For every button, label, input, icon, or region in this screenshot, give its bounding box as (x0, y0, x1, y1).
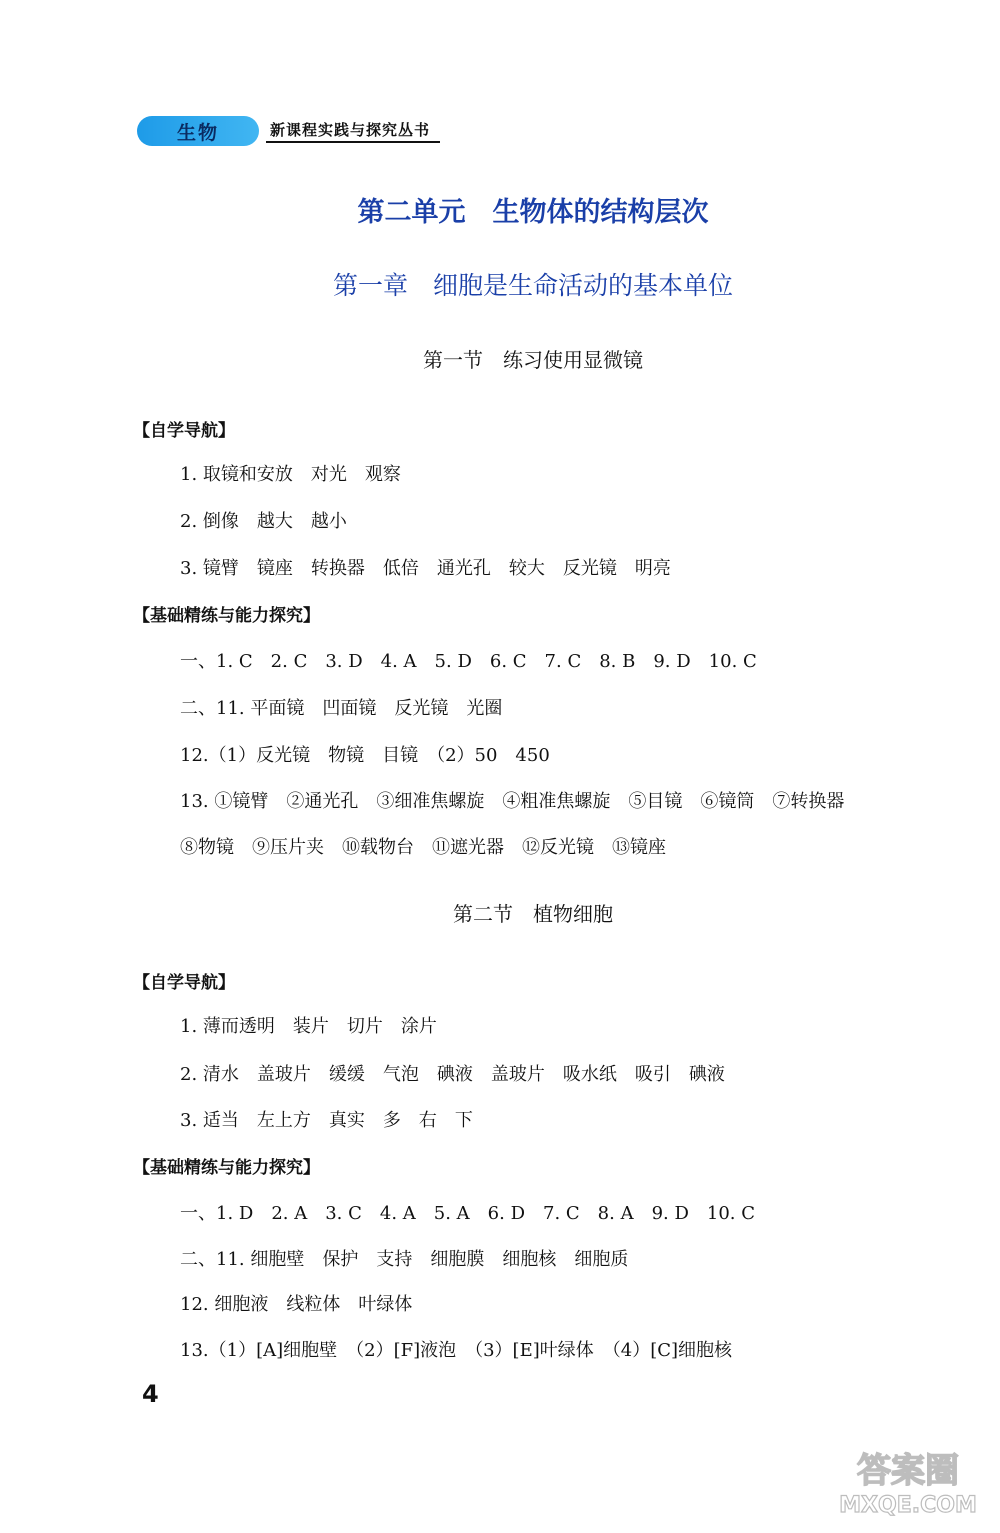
series-underline (266, 141, 440, 143)
self-study-label-1: 【自学导航】 (133, 421, 235, 441)
subject-badge (137, 116, 259, 146)
answer-line: 一、1. C 2. C 3. D 4. A 5. D 6. C 7. C 8. B 9. D 10. C (180, 651, 757, 672)
series-title: 新课程实践与探究丛书 (270, 121, 431, 139)
answer-line: ⑧物镜 ⑨压片夹 ⑩载物台 ⑪遮光器 ⑫反光镜 ⑬镜座 (180, 837, 666, 858)
answer-line: 二、11. 平面镜 凹面镜 反光镜 光圈 (180, 698, 503, 719)
practice-label-1: 【基础精练与能力探究】 (133, 606, 320, 626)
answer-line: 一、1. D 2. A 3. C 4. A 5. A 6. D 7. C 8. A 9. D 10. C (180, 1203, 756, 1224)
section-title-1: 第一节 练习使用显微镜 (423, 348, 643, 372)
answer-line: 1. 薄而透明 装片 切片 涂片 (180, 1016, 437, 1037)
page-number: 4 (142, 1380, 159, 1408)
subject-label: 生物 (176, 121, 219, 144)
answer-line: 13.（1）[A]细胞壁 （2）[F]液泡 （3）[E]叶绿体 （4）[C]细胞核 (180, 1340, 733, 1361)
watermark-text-1: 答案圈 (857, 1451, 959, 1491)
answer-line: 1. 取镜和安放 对光 观察 (180, 464, 401, 485)
answer-line: 二、11. 细胞壁 保护 支持 细胞膜 细胞核 细胞质 (180, 1249, 629, 1270)
answer-line: 13. ①镜臂 ②通光孔 ③细准焦螺旋 ④粗准焦螺旋 ⑤目镜 ⑥镜筒 ⑦转换器 (180, 791, 845, 812)
answer-line: 3. 镜臂 镜座 转换器 低倍 通光孔 较大 反光镜 明亮 (180, 558, 671, 579)
watermark-logo (828, 1440, 988, 1520)
practice-label-2: 【基础精练与能力探究】 (133, 1158, 320, 1178)
unit-title: 第二单元 生物体的结构层次 (357, 197, 709, 228)
answer-line: 2. 倒像 越大 越小 (180, 511, 347, 532)
answer-line: 12.（1）反光镜 物镜 目镜 （2）50 450 (180, 745, 550, 766)
section-title-2: 第二节 植物细胞 (453, 902, 613, 926)
self-study-label-2: 【自学导航】 (133, 973, 235, 993)
answer-line: 12. 细胞液 线粒体 叶绿体 (180, 1294, 413, 1315)
watermark-text-2: MXQE.COM (839, 1493, 977, 1518)
answer-line: 3. 适当 左上方 真实 多 右 下 (180, 1110, 473, 1131)
answer-line: 2. 清水 盖玻片 缓缓 气泡 碘液 盖玻片 吸水纸 吸引 碘液 (180, 1064, 725, 1085)
chapter-title: 第一章 细胞是生命活动的基本单位 (332, 271, 733, 300)
